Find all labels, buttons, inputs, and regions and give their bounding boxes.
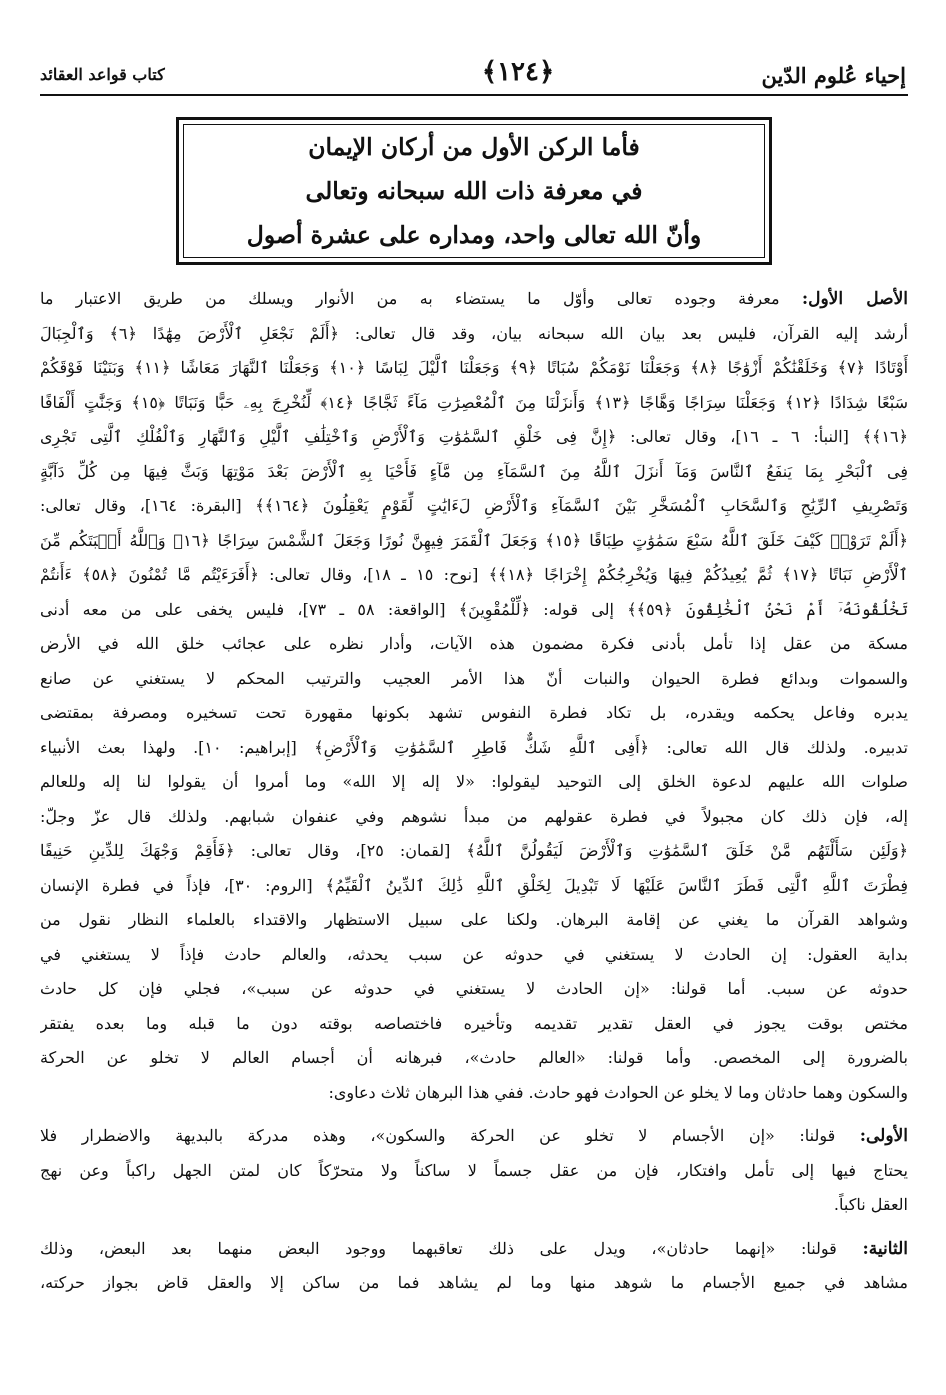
text-line: حدوثه عن سبب. أما قولنا: «إن الحادث لا يستغني في حدوثه عن سبب»، فجلي فإن كل حادث <box>40 979 908 998</box>
text-line: تدبيره. ولذلك قال الله تعالى: ﴿أَفِى ٱللَّهِ شَكٌّ فَاطِرِ ٱلسَّمَٰوَٰتِ وَٱلْأَرْضِ﴾ [إبراهيم: ١٠]. ولهذا بعث الأنبياء <box>40 737 908 757</box>
text-run: قولنا: «إنهما حادثان»، ويدل على ذلك تعاقبهما ووجود البعض منهما بعد البعض، وذلك <box>40 1238 863 1258</box>
text-line: وشواهد القرآن ما يغني عن إقامة البرهان. ولكنا على سبيل الاستظهار والاقتداء بالعلماء النظار نقول من <box>40 910 908 929</box>
paragraph-lead: الثانية: <box>862 1238 908 1259</box>
page-header <box>40 55 906 95</box>
text-line: مشاهد في جميع الأجسام ما شوهد منها وما لم يشاهد فما من ساكن إلا والعقل قاض بجواز حركته، <box>40 1273 908 1292</box>
text-line: ٱلْأَرْضِ نَبَاتًا ﴿١٧﴾ ثُمَّ يُعِيدُكُمْ فِيهَا وَيُخْرِجُكُمْ إِخْرَاجًا ﴿١٨﴾﴾ [نوح: ١٥ ـ ١٨]، وقال تعالى: ﴿أَفَرَءَيْتُم مَّا تُمْنُونَ ﴿٥٨﴾ ءَأَنتُمْ <box>40 565 908 584</box>
section-title-box <box>176 117 772 265</box>
text-run: معرفة وجوده تعالى وأوّل ما يستضاء به من الأنوار ويسلك من طريق الاعتبار ما <box>40 289 802 308</box>
text-line: وَتَصْرِيفِ ٱلرِّيَٰحِ وَٱلسَّحَابِ ٱلْمُسَخَّرِ بَيْنَ ٱلسَّمَآءِ وَٱلْأَرْضِ لَءَايَٰتٍ لِّقَوْمٍ يَعْقِلُونَ ﴿١٦٤﴾﴾ [البقرة: ١٦٤]، وقال تعالى: <box>40 496 908 515</box>
text-line: يحتاج فيها إلى تأمل وافتكار، فإن من عقل جسماً لا ساكناً ولا متحرّكاً كان لمتن الجهل راكباً وعن نهج <box>40 1160 908 1180</box>
text-line: أَوْتَادًا ﴿٧﴾ وَخَلَقْنَٰكُمْ أَزْوَٰجًا ﴿٨﴾ وَجَعَلْنَا نَوْمَكُمْ سُبَاتًا ﴿٩﴾ وَجَعَلْنَا ٱلَّيْلَ لِبَاسًا ﴿١٠﴾ وَجَعَلْنَا ٱلنَّهَارَ مَعَاشًا ﴿١١﴾ وَبَنَيْنَا فَوْقَكُمْ <box>40 358 908 377</box>
text-line: ﴿أَلَمْ تَرَوْا۟ كَيْفَ خَلَقَ ٱللَّهُ سَبْعَ سَمَٰوَٰتٍ طِبَاقًا ﴿١٥﴾ وَجَعَلَ ٱلْقَمَرَ فِيهِنَّ نُورًا وَجَعَلَ ٱلشَّمْسَ سِرَاجًا ﴿١٦﴾ وَٱللَّهُ أَنۢبَتَكُم مِّنَ <box>40 530 908 550</box>
text-line: بالضرورة إلى المخصص. وأما قولنا: «العالم حادث»، فبرهانه أن أجسام العالم لا تخلو عن الحركة <box>40 1048 908 1067</box>
text-line: والسموات وبدائع فطرة الحيوان والنبات أنّ هذا الأمر العجيب والترتيب المحكم لا يستغني عن صانع <box>40 668 908 688</box>
text-line: أرشد إليه القرآن، فليس بعد بيان الله سبحانه بيان، وقد قال تعالى: ﴿أَلَمْ نَجْعَلِ ٱلْأَرْضَ مِهَٰدًا ﴿٦﴾ وَٱلْجِبَالَ <box>40 323 908 343</box>
page-number: ﴿١٢٤﴾ <box>481 57 555 87</box>
text-line: تَخْلُقُونَهُۥٓ أَمْ نَحْنُ ٱلْخَٰلِقُونَ ﴿٥٩﴾﴾ إلى قوله: ﴿لِّلْمُقْوِينَ﴾ [الواقعة: ٥٨ ـ ٧٣]، فليس يخفى على من معه أدنى <box>40 599 908 619</box>
text-line: سَبْعًا شِدَادًا ﴿١٢﴾ وَجَعَلْنَا سِرَاجًا وَهَّاجًا ﴿١٣﴾ وَأَنزَلْنَا مِنَ ٱلْمُعْصِرَٰتِ مَآءً ثَجَّاجًا ﴿١٤﴾ لِّنُخْرِجَ بِهِۦ حَبًّا وَنَبَاتًا ﴿١٥﴾ وَجَنَّٰتٍ أَلْفَافًا <box>40 392 908 412</box>
text-line: مسكة من عقل إذا تأمل بأدنى فكرة مضمون هذه الآيات، وأدار نظره على عجائب خلق الله في الأرض <box>40 634 908 653</box>
text-line: فِطْرَتَ ٱللَّهِ ٱلَّتِى فَطَرَ ٱلنَّاسَ عَلَيْهَا لَا تَبْدِيلَ لِخَلْقِ ٱللَّهِ ذَٰلِكَ ٱلدِّينُ ٱلْقَيِّمُ﴾ [الروم: ٣٠]، فإذاً في فطرة الإنسان <box>40 875 908 895</box>
text-line: ﴿وَلَئِن سَأَلْتَهُم مَّنْ خَلَقَ ٱلسَّمَٰوَٰتِ وَٱلْأَرْضَ لَيَقُولُنَّ ٱللَّهُ﴾ [لقمان: ٢٥]، وقال تعالى: ﴿فَأَقِمْ وَجْهَكَ لِلدِّينِ حَنِيفًا <box>40 841 908 860</box>
text-line: بداية العقول: إن الحادث لا يستغني في حدوثه عن سبب يحدثه، والعالم حادث فإذاً لا يستغني في <box>40 944 908 964</box>
text-line: مختص بوقت يجوز في العقل تقدير تقديمه وتأخيره فاختصاصه بوقته دون ما قبله وما بعده يفتقر <box>40 1013 908 1033</box>
paragraph-lead: الأولى: <box>859 1126 908 1146</box>
text-line <box>40 282 908 317</box>
text-line: والسكون وهما حادثان وما لا يخلو عن الحوادث فهو حادث. ففي هذا البرهان ثلاث دعاوى: <box>328 1082 908 1102</box>
text-line <box>40 1119 908 1154</box>
header-divider <box>40 94 908 96</box>
text-line: فِى ٱلْبَحْرِ بِمَا يَنفَعُ ٱلنَّاسَ وَمَآ أَنزَلَ ٱللَّهُ مِنَ ٱلسَّمَآءِ مِن مَّآءٍ فَأَحْيَا بِهِ ٱلْأَرْضَ بَعْدَ مَوْتِهَا وَبَثَّ فِيهَا مِن كُلِّ دَآبَّةٍ <box>40 461 908 481</box>
text-line: إله، فإن ذلك كان مجبولاً في فطرة عقولهم من مبدأ نشوهم وفي عنفوان شبابهم. ولذلك قال عزّ وجلّ: <box>40 806 908 826</box>
chapter-title: كتاب قواعد العقائد <box>40 65 165 84</box>
text-line: ﴿١٦﴾﴾ [النبأ: ٦ ـ ١٦]، وقال تعالى: ﴿إِنَّ فِى خَلْقِ ٱلسَّمَٰوَٰتِ وَٱلْأَرْضِ وَٱخْتِلَٰفِ ٱلَّيْلِ وَٱلنَّهَارِ وَٱلْفُلْكِ ٱلَّتِى تَجْرِى <box>40 427 908 446</box>
text-line <box>40 1232 908 1267</box>
text-line: يدبره وفاعل يحكمه ويقدره، بل تكاد فطرة النفوس تشهد بكونها مقهورة تحت تسخيره ومصرفة بمقتضى <box>40 703 908 722</box>
text-line: العقل ناكباً. <box>833 1195 908 1214</box>
section-title-line-1: فأما الركن الأول من أركان الإيمان <box>308 133 640 161</box>
section-title-line-3: وأنّ الله تعالى واحد، ومداره على عشرة أصول <box>246 221 702 249</box>
text-line: صلوات الله عليهم لدعوة الخلق إلى التوحيد ليقولوا: «لا إله إلا الله» وما أمروا أن يقولوا لنا إله وللعالم <box>40 772 908 791</box>
book-title: إحياء عُلوم الدّين <box>761 63 906 88</box>
body-text <box>40 282 908 1301</box>
section-title-frame <box>183 124 765 258</box>
text-run: قولنا: «إن الأجسام لا تخلو عن الحركة والسكون»، وهذه مدركة بالبديهة والاضطرار فلا <box>40 1126 860 1145</box>
section-title-line-2: في معرفة ذات الله سبحانه وتعالى <box>305 177 643 205</box>
paragraph-lead: الأصل الأول: <box>801 289 908 309</box>
